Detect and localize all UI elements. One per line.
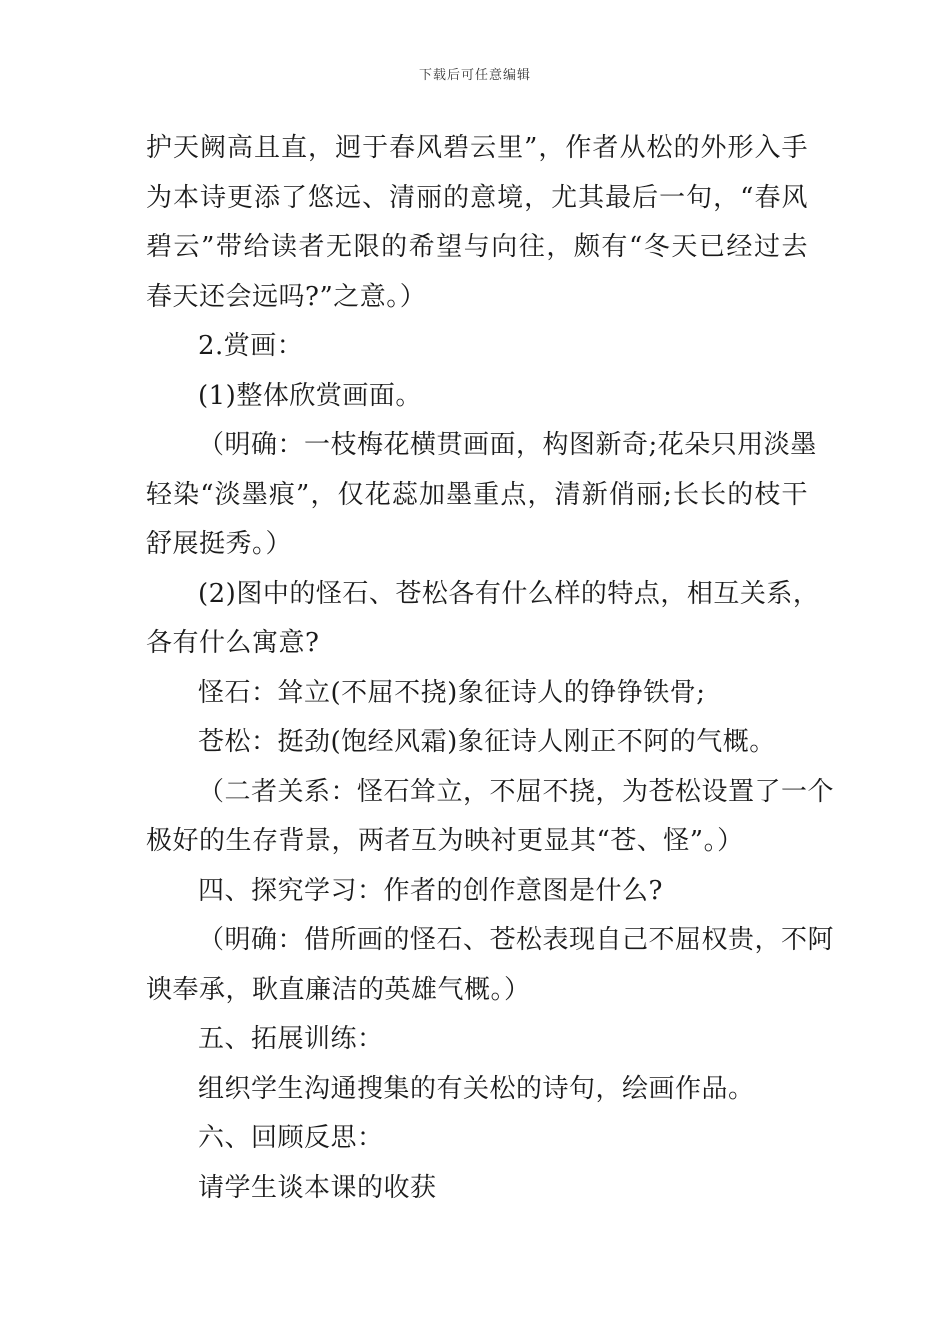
- text-line: 极好的生存背景，两者互为映衬更显其“苍、怪”。）: [146, 826, 744, 856]
- text-line: 各有什么寓意?: [146, 628, 320, 658]
- text-line: 怪石：耸立(不屈不挠)象征诗人的铮铮铁骨;: [198, 677, 706, 708]
- text-line: 苍松：挺劲(饱经风霜)象征诗人刚正不阿的气概。: [198, 727, 776, 757]
- text-line: （明确：一枝梅花横贯画面，构图新奇;花朵只用淡墨: [198, 430, 817, 460]
- text-line: （二者关系：怪石耸立，不屈不挠，为苍松设置了一个: [198, 776, 835, 807]
- text-line: 舒展挺秀。）: [146, 529, 293, 559]
- text-line: 请学生谈本课的收获: [198, 1172, 437, 1203]
- text-line: 春天还会远吗?”之意。）: [146, 281, 427, 312]
- text-line: 为本诗更添了悠远、清丽的意境，尤其最后一句，“春风: [146, 182, 808, 213]
- text-line: 轻染“淡墨痕”，仅花蕊加墨重点，清新俏丽;长长的枝干: [146, 479, 808, 510]
- page-header: 下载后可任意编辑: [418, 68, 531, 83]
- section-heading: 四、探究学习：作者的创作意图是什么?: [198, 875, 663, 906]
- subsection-heading: (1)整体欣赏画面。: [198, 380, 422, 411]
- text-line: 碧云”带给读者无限的希望与向往，颇有“冬天已经过去: [146, 232, 808, 262]
- subsection-heading: (2)图中的怪石、苍松各有什么样的特点，相互关系，: [198, 578, 820, 609]
- section-heading: 五、拓展训练：: [198, 1024, 384, 1054]
- text-line: 护天阙高且直，迥于春风碧云里”，作者从松的外形入手: [146, 133, 808, 163]
- text-line: （明确：借所画的怪石、苍松表现自己不屈权贵，不阿: [198, 925, 835, 955]
- document-body: [146, 124, 835, 1213]
- section-heading: 2.赏画：: [198, 331, 304, 361]
- section-heading: 六、回顾反思：: [198, 1123, 384, 1153]
- text-line: 谀奉承，耿直廉洁的英雄气概。）: [146, 974, 531, 1005]
- text-line: 组织学生沟通搜集的有关松的诗句，绘画作品。: [198, 1073, 755, 1104]
